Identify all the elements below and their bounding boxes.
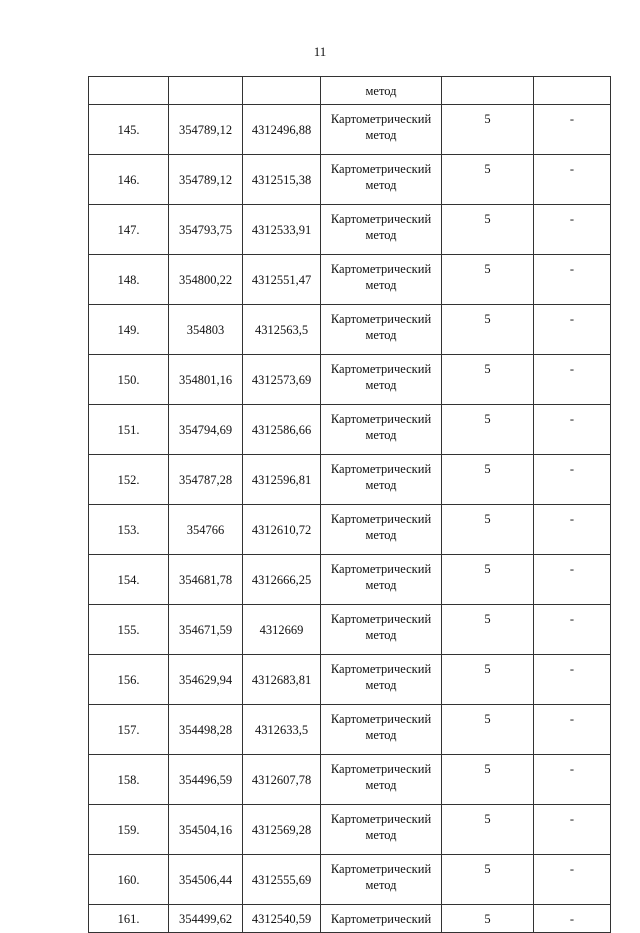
cell-note: - xyxy=(534,905,611,933)
cell-note: - xyxy=(534,555,611,605)
cell-accuracy: 5 xyxy=(442,305,534,355)
table-row xyxy=(89,455,611,505)
cell-accuracy: 5 xyxy=(442,805,534,855)
table-row xyxy=(89,705,611,755)
table-row xyxy=(89,305,611,355)
cell-note xyxy=(534,77,611,105)
cell-y: 4312596,81 xyxy=(243,455,321,505)
cell-method xyxy=(321,655,442,705)
cell-y: 4312683,81 xyxy=(243,655,321,705)
method-line-2: метод xyxy=(365,828,397,842)
cell-note: - xyxy=(534,805,611,855)
cell-method xyxy=(321,505,442,555)
cell-y: 4312633,5 xyxy=(243,705,321,755)
cell-number xyxy=(89,77,169,105)
cell-y: 4312533,91 xyxy=(243,205,321,255)
method-line-1: Картометрический xyxy=(330,662,432,676)
cell-note: - xyxy=(534,455,611,505)
method-line-2: метод xyxy=(365,628,397,642)
cell-method xyxy=(321,405,442,455)
cell-accuracy xyxy=(442,77,534,105)
cell-number: 147. xyxy=(89,205,169,255)
cell-x: 354794,69 xyxy=(169,405,243,455)
cell-number: 155. xyxy=(89,605,169,655)
cell-x: 354671,59 xyxy=(169,605,243,655)
table-row xyxy=(89,655,611,705)
cell-y xyxy=(243,77,321,105)
method-line-1: Картометрический xyxy=(330,762,432,776)
method-line-2: метод xyxy=(365,128,397,142)
cell-method xyxy=(321,255,442,305)
cell-accuracy: 5 xyxy=(442,905,534,933)
coordinates-table xyxy=(88,76,611,933)
cell-x: 354498,28 xyxy=(169,705,243,755)
cell-accuracy: 5 xyxy=(442,105,534,155)
cell-y: 4312607,78 xyxy=(243,755,321,805)
cell-method xyxy=(321,555,442,605)
cell-y: 4312569,28 xyxy=(243,805,321,855)
cell-number: 146. xyxy=(89,155,169,205)
cell-x: 354803 xyxy=(169,305,243,355)
cell-method xyxy=(321,855,442,905)
method-line-1: Картометрический xyxy=(330,612,432,626)
method-line-2: метод xyxy=(365,578,397,592)
cell-accuracy: 5 xyxy=(442,705,534,755)
cell-accuracy: 5 xyxy=(442,455,534,505)
cell-number: 152. xyxy=(89,455,169,505)
cell-note: - xyxy=(534,755,611,805)
cell-method xyxy=(321,455,442,505)
method-line-2: метод xyxy=(365,178,397,192)
method-line-2: метод xyxy=(365,728,397,742)
cell-number: 157. xyxy=(89,705,169,755)
cell-y: 4312555,69 xyxy=(243,855,321,905)
table-row xyxy=(89,255,611,305)
cell-x: 354789,12 xyxy=(169,155,243,205)
cell-number: 161. xyxy=(89,905,169,933)
table-row xyxy=(89,105,611,155)
method-line-2: метод xyxy=(365,678,397,692)
cell-number: 145. xyxy=(89,105,169,155)
cell-note: - xyxy=(534,305,611,355)
table-row-last xyxy=(89,905,611,933)
table-row xyxy=(89,755,611,805)
cell-y: 4312563,5 xyxy=(243,305,321,355)
cell-number: 150. xyxy=(89,355,169,405)
table-row xyxy=(89,805,611,855)
cell-y: 4312496,88 xyxy=(243,105,321,155)
table-body xyxy=(89,77,611,933)
cell-x: 354787,28 xyxy=(169,455,243,505)
table-row xyxy=(89,155,611,205)
cell-number: 160. xyxy=(89,855,169,905)
cell-method: Картометрический xyxy=(321,905,442,933)
cell-number: 158. xyxy=(89,755,169,805)
cell-accuracy: 5 xyxy=(442,255,534,305)
cell-method xyxy=(321,355,442,405)
cell-x: 354496,59 xyxy=(169,755,243,805)
table-row xyxy=(89,405,611,455)
method-line-2: метод xyxy=(365,328,397,342)
cell-number: 154. xyxy=(89,555,169,605)
cell-method xyxy=(321,605,442,655)
method-line-1: Картометрический xyxy=(330,512,432,526)
table-row xyxy=(89,555,611,605)
cell-accuracy: 5 xyxy=(442,355,534,405)
table-row xyxy=(89,855,611,905)
cell-x: 354681,78 xyxy=(169,555,243,605)
cell-y: 4312586,66 xyxy=(243,405,321,455)
cell-x: 354789,12 xyxy=(169,105,243,155)
method-line-2: метод xyxy=(365,528,397,542)
cell-method xyxy=(321,705,442,755)
method-line-2: метод xyxy=(365,228,397,242)
method-line-1: Картометрический xyxy=(330,312,432,326)
cell-x: 354506,44 xyxy=(169,855,243,905)
cell-note: - xyxy=(534,405,611,455)
cell-number: 153. xyxy=(89,505,169,555)
cell-note: - xyxy=(534,605,611,655)
cell-x: 354800,22 xyxy=(169,255,243,305)
method-line-2: метод xyxy=(365,278,397,292)
cell-y: 4312666,25 xyxy=(243,555,321,605)
method-line-1: Картометрический xyxy=(330,862,432,876)
cell-accuracy: 5 xyxy=(442,205,534,255)
cell-number: 148. xyxy=(89,255,169,305)
method-line-2: метод xyxy=(365,878,397,892)
cell-accuracy: 5 xyxy=(442,405,534,455)
cell-y: 4312573,69 xyxy=(243,355,321,405)
cell-accuracy: 5 xyxy=(442,605,534,655)
cell-y: 4312540,59 xyxy=(243,905,321,933)
cell-y: 4312610,72 xyxy=(243,505,321,555)
cell-method xyxy=(321,805,442,855)
cell-number: 159. xyxy=(89,805,169,855)
cell-x: 354629,94 xyxy=(169,655,243,705)
cell-x: 354793,75 xyxy=(169,205,243,255)
cell-y: 4312515,38 xyxy=(243,155,321,205)
method-line-1: Картометрический xyxy=(330,162,432,176)
method-line-2: метод xyxy=(365,478,397,492)
method-line-1: Картометрический xyxy=(330,262,432,276)
cell-note: - xyxy=(534,255,611,305)
cell-method xyxy=(321,205,442,255)
cell-x: 354499,62 xyxy=(169,905,243,933)
cell-note: - xyxy=(534,655,611,705)
cell-note: - xyxy=(534,355,611,405)
cell-number: 149. xyxy=(89,305,169,355)
cell-method xyxy=(321,155,442,205)
cell-note: - xyxy=(534,855,611,905)
cell-y: 4312669 xyxy=(243,605,321,655)
page-number: 11 xyxy=(313,44,327,59)
cell-x: 354766 xyxy=(169,505,243,555)
method-line-1: Картометрический xyxy=(330,562,432,576)
table-row xyxy=(89,605,611,655)
method-line-1: Картометрический xyxy=(330,712,432,726)
table-row xyxy=(89,505,611,555)
cell-x: 354504,16 xyxy=(169,805,243,855)
cell-note: - xyxy=(534,505,611,555)
cell-accuracy: 5 xyxy=(442,155,534,205)
cell-note: - xyxy=(534,705,611,755)
cell-note: - xyxy=(534,105,611,155)
cell-method xyxy=(321,105,442,155)
method-line-1: Картометрический xyxy=(330,412,432,426)
cell-method: метод xyxy=(321,77,442,105)
cell-accuracy: 5 xyxy=(442,555,534,605)
cell-x: 354801,16 xyxy=(169,355,243,405)
method-line-1: Картометрический xyxy=(330,112,432,126)
cell-method xyxy=(321,755,442,805)
cell-accuracy: 5 xyxy=(442,655,534,705)
cell-note: - xyxy=(534,205,611,255)
method-line-1: Картометрический xyxy=(330,212,432,226)
cell-x xyxy=(169,77,243,105)
table-row xyxy=(89,355,611,405)
method-line-1: Картометрический xyxy=(330,462,432,476)
table-row-continued xyxy=(89,77,611,105)
cell-number: 156. xyxy=(89,655,169,705)
cell-note: - xyxy=(534,155,611,205)
method-line-1: Картометрический xyxy=(330,812,432,826)
method-line-2: метод xyxy=(365,428,397,442)
method-line-2: метод xyxy=(365,778,397,792)
table-row xyxy=(89,205,611,255)
cell-accuracy: 5 xyxy=(442,505,534,555)
cell-accuracy: 5 xyxy=(442,855,534,905)
method-line-1: Картометрический xyxy=(330,362,432,376)
cell-method xyxy=(321,305,442,355)
cell-accuracy: 5 xyxy=(442,755,534,805)
cell-y: 4312551,47 xyxy=(243,255,321,305)
cell-number: 151. xyxy=(89,405,169,455)
method-line-2: метод xyxy=(365,378,397,392)
